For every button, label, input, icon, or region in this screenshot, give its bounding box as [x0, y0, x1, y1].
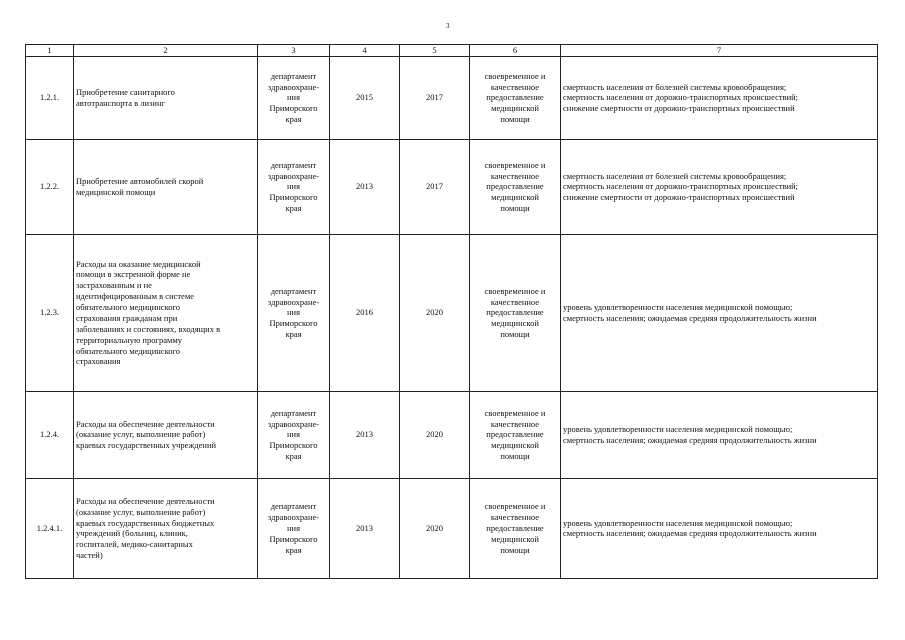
expected-result: своевременное и качественное предоставление медицинской помощи: [470, 139, 561, 234]
expected-result: своевременное и качественное предоставление медицинской помощи: [470, 478, 561, 578]
indicators: уровень удовлетворенности населения медицинской помощью; смертность населения; ожидаемая средняя продолжительность жизни: [561, 391, 878, 478]
program-activities-table: [25, 44, 878, 579]
column-header-3: 3: [258, 45, 330, 57]
indicators: смертность населения от болезней системы кровообращения; смертность населения от дорожно-транспортных происшествий; снижение смертности от дорожно-транспортных происшествий: [561, 139, 878, 234]
indicators: смертность населения от болезней системы кровообращения; смертность населения от дорожно-транспортных происшествий; снижение смертности от дорожно-транспортных происшествий: [561, 56, 878, 139]
activity-name: Приобретение санитарного автотранспорта в лизинг: [74, 56, 258, 139]
column-header-4: 4: [330, 45, 400, 57]
activity-name: Расходы на обеспечение деятельности (оказание услуг, выполнение работ) краевых государственных бюджетных учреждений (больниц, клиник, госпиталей, медико-санитарных частей): [74, 478, 258, 578]
start-year: 2016: [330, 234, 400, 391]
end-year: 2020: [400, 234, 470, 391]
column-header-7: 7: [561, 45, 878, 57]
responsible-department: департамент здравоохране- ния Приморского края: [258, 56, 330, 139]
responsible-department: департамент здравоохране- ния Приморского края: [258, 234, 330, 391]
activity-name: Расходы на обеспечение деятельности (оказание услуг, выполнение работ) краевых государственных учреждений: [74, 391, 258, 478]
end-year: 2020: [400, 391, 470, 478]
table-row: [26, 391, 878, 478]
expected-result: своевременное и качественное предоставление медицинской помощи: [470, 234, 561, 391]
table-row: [26, 56, 878, 139]
row-number: 1.2.4.: [26, 391, 74, 478]
column-header-2: 2: [74, 45, 258, 57]
end-year: 2017: [400, 56, 470, 139]
expected-result: своевременное и качественное предоставление медицинской помощи: [470, 391, 561, 478]
activity-name: Расходы на оказание медицинской помощи в экстренной форме не застрахованным и не идентифицированным в системе обязательного медицинского страхования гражданам при заболеваниях и состояниях, входящих в территориальную программу обязательного медицинского страхования: [74, 234, 258, 391]
start-year: 2013: [330, 139, 400, 234]
responsible-department: департамент здравоохране- ния Приморского края: [258, 478, 330, 578]
header-row: [26, 45, 878, 57]
row-number: 1.2.2.: [26, 139, 74, 234]
table-row: [26, 234, 878, 391]
expected-result: своевременное и качественное предоставление медицинской помощи: [470, 56, 561, 139]
column-header-5: 5: [400, 45, 470, 57]
row-number: 1.2.1.: [26, 56, 74, 139]
table-row: [26, 139, 878, 234]
page-number: 3: [446, 22, 450, 30]
row-number: 1.2.3.: [26, 234, 74, 391]
column-header-1: 1: [26, 45, 74, 57]
responsible-department: департамент здравоохране- ния Приморского края: [258, 391, 330, 478]
column-header-6: 6: [470, 45, 561, 57]
indicators: уровень удовлетворенности населения медицинской помощью; смертность населения; ожидаемая средняя продолжительность жизни: [561, 234, 878, 391]
responsible-department: департамент здравоохране- ния Приморского края: [258, 139, 330, 234]
indicators: уровень удовлетворенности населения медицинской помощью; смертность населения; ожидаемая средняя продолжительность жизни: [561, 478, 878, 578]
start-year: 2015: [330, 56, 400, 139]
row-number: 1.2.4.1.: [26, 478, 74, 578]
end-year: 2020: [400, 478, 470, 578]
start-year: 2013: [330, 478, 400, 578]
end-year: 2017: [400, 139, 470, 234]
activity-name: Приобретение автомобилей скорой медицинской помощи: [74, 139, 258, 234]
start-year: 2013: [330, 391, 400, 478]
table-row: [26, 478, 878, 578]
